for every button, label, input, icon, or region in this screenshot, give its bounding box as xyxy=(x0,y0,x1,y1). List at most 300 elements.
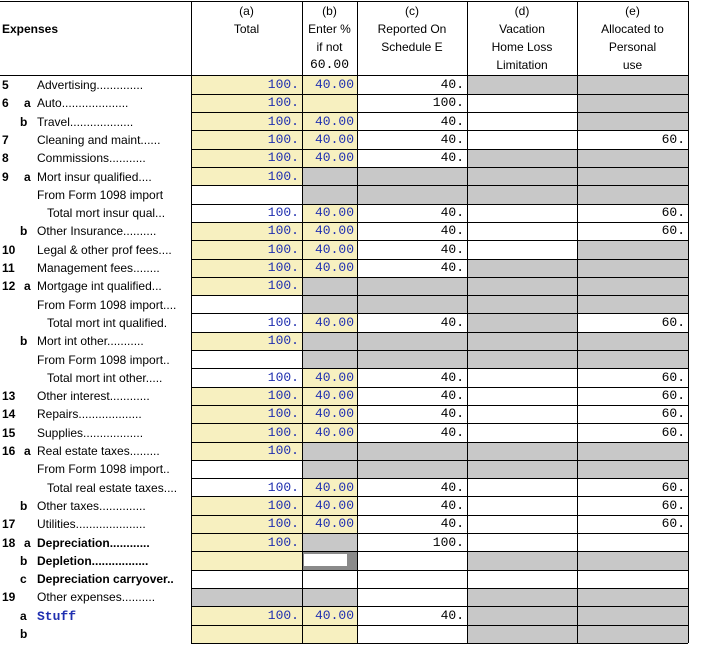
line-sub-letter: b xyxy=(20,114,28,129)
cell-e-personal[interactable]: 60. xyxy=(661,516,685,532)
cell-c-reported[interactable]: 40. xyxy=(440,77,464,92)
line-number: 16 xyxy=(2,444,16,458)
leader-dots: ........... xyxy=(107,334,144,349)
cell-c-reported[interactable]: 40. xyxy=(440,150,464,166)
cell-c-reported[interactable]: 40. xyxy=(440,113,464,129)
row-label xyxy=(37,222,188,240)
cell-c-reported xyxy=(357,460,467,478)
row-label xyxy=(37,241,188,259)
leader-dots: .... xyxy=(138,169,152,184)
cell-d-vacation-limit[interactable] xyxy=(467,387,577,405)
row-label-text: Other interest xyxy=(37,389,110,404)
row-label-text: Repairs xyxy=(37,407,79,422)
grid-hline xyxy=(191,533,688,534)
row-label-text: Auto xyxy=(37,96,62,111)
cell-b-percent[interactable]: 40.00 xyxy=(302,405,357,423)
grid-hline xyxy=(191,313,688,314)
row-label-text: Depletion xyxy=(37,553,92,568)
cell-a-total[interactable]: 100. xyxy=(267,369,299,385)
cell-c-reported xyxy=(357,186,467,204)
cell-d-vacation-limit[interactable] xyxy=(467,113,577,131)
grid-hline xyxy=(191,515,688,516)
row-label xyxy=(37,113,188,131)
cell-e-personal xyxy=(577,149,688,167)
column-b-line3: 60.00 xyxy=(309,57,349,72)
cell-d-vacation-limit[interactable] xyxy=(467,534,577,552)
cell-d-vacation-limit[interactable] xyxy=(467,424,577,442)
cell-a-total[interactable]: 100. xyxy=(191,259,302,277)
cell-d-vacation-limit xyxy=(467,332,577,350)
cell-e-personal xyxy=(577,259,688,277)
cell-a-total[interactable]: 100. xyxy=(191,332,302,350)
grid-hline xyxy=(191,625,688,626)
cell-c-reported[interactable]: 40. xyxy=(440,369,464,385)
cell-c-reported[interactable]: 40. xyxy=(440,205,464,221)
cell-b-percent[interactable]: 40.00 xyxy=(302,497,357,515)
row-label-text: From Form 1098 import xyxy=(37,297,164,312)
grid-hline xyxy=(191,240,688,241)
row-label-text: Other expenses xyxy=(37,590,122,605)
cell-e-personal xyxy=(577,277,688,295)
line-number xyxy=(2,460,32,478)
cell-c-reported[interactable] xyxy=(357,570,467,588)
grid-hline xyxy=(191,222,688,223)
row-label xyxy=(37,332,188,350)
grid-hline xyxy=(191,460,688,461)
cell-e-personal[interactable]: 60. xyxy=(661,223,685,239)
leader-dots: ..... xyxy=(145,370,163,385)
cell-c-reported[interactable] xyxy=(357,625,467,643)
leader-dots: ................... xyxy=(78,407,142,422)
grid-hline xyxy=(0,1,688,2)
grid-hline xyxy=(191,570,688,571)
cell-d-vacation-limit xyxy=(467,625,577,643)
leader-dots: .............. xyxy=(96,78,144,92)
leader-dots: .................. xyxy=(83,425,144,440)
line-number xyxy=(2,314,32,332)
grid-hline xyxy=(191,259,688,260)
grid-hline xyxy=(191,112,688,113)
row-label-text: Legal & other prof fees xyxy=(37,242,159,257)
line-number: 19 xyxy=(2,590,16,605)
cell-e-personal[interactable]: 60. xyxy=(661,406,685,422)
cell-c-reported[interactable]: 40. xyxy=(440,241,464,257)
grid-hline xyxy=(191,368,688,369)
grid-hline xyxy=(191,588,688,589)
cell-d-vacation-limit[interactable] xyxy=(467,204,577,222)
cell-c-reported[interactable]: 40. xyxy=(440,479,464,495)
cell-e-personal xyxy=(577,332,688,350)
cell-b-percent[interactable]: 40.00 xyxy=(302,149,357,167)
cell-c-reported[interactable]: 40. xyxy=(440,424,464,440)
row-label xyxy=(37,76,188,94)
cell-b-percent[interactable]: 40.00 xyxy=(302,607,357,625)
row-label xyxy=(37,277,188,295)
cell-a-total[interactable]: 100. xyxy=(191,222,302,240)
cell-b-percent xyxy=(302,332,357,350)
cell-b-percent[interactable] xyxy=(302,94,357,112)
column-d-line3: Limitation xyxy=(496,58,548,72)
row-label-text: Total mort int qualified xyxy=(47,315,164,330)
cell-b-percent xyxy=(302,351,357,369)
cell-a-total xyxy=(191,588,302,606)
row-label xyxy=(37,296,188,314)
grid-hline xyxy=(191,332,688,333)
line-number: 18 xyxy=(2,535,16,550)
line-number: 6 xyxy=(2,96,9,111)
row-label-text: From Form 1098 import xyxy=(37,352,164,367)
grid-hline xyxy=(191,185,688,186)
grid-vline xyxy=(191,1,192,643)
cell-b-percent[interactable]: 40.00 xyxy=(302,387,357,405)
line-sub-letter: a xyxy=(20,608,27,623)
cell-d-vacation-limit[interactable] xyxy=(467,222,577,240)
grid-hline xyxy=(0,75,688,76)
line-number: 12 xyxy=(2,279,16,294)
row-label-text: Total real estate taxes xyxy=(47,480,164,495)
column-d-line2: Home Loss xyxy=(491,40,553,54)
row-label-text: Total mort int other xyxy=(47,370,146,385)
cell-d-vacation-limit[interactable] xyxy=(467,497,577,515)
cell-e-personal[interactable]: 60. xyxy=(661,205,685,221)
line-number: 9 xyxy=(2,169,9,184)
cell-b-percent[interactable]: 40.00 xyxy=(302,131,357,149)
cell-c-reported xyxy=(357,296,467,314)
cell-e-personal xyxy=(577,552,688,570)
line-sub-letter: b xyxy=(20,498,28,513)
row-label-text: Mort int other xyxy=(37,334,108,349)
cell-e-personal xyxy=(577,460,688,478)
cell-a-total[interactable]: 100. xyxy=(191,607,302,625)
cell-a-total[interactable]: 100. xyxy=(191,405,302,423)
column-b-header xyxy=(302,2,357,74)
cell-b-percent xyxy=(302,442,357,460)
leader-dots: ..................... xyxy=(75,517,146,532)
cell-a-total[interactable]: 100. xyxy=(191,534,302,552)
cell-e-personal xyxy=(577,588,688,606)
cell-e-personal[interactable] xyxy=(577,570,688,588)
grid-vline xyxy=(577,1,578,643)
cell-b-percent[interactable]: 40.00 xyxy=(302,241,357,259)
cell-b-percent[interactable]: 40.00 xyxy=(302,314,357,332)
row-label-text: Utilities xyxy=(37,517,76,532)
cell-b-percent[interactable]: 40.00 xyxy=(302,424,357,442)
row-label xyxy=(37,588,188,606)
row-label xyxy=(47,479,188,497)
cell-a-total[interactable] xyxy=(191,460,302,478)
row-label xyxy=(37,387,188,405)
cell-b-percent[interactable]: 40.00 xyxy=(302,204,357,222)
row-label xyxy=(37,570,188,588)
cell-c-reported[interactable]: 100. xyxy=(432,534,464,550)
line-sub-letter: a xyxy=(24,279,31,294)
column-e-letter: (e) xyxy=(625,4,640,18)
cell-e-personal[interactable]: 60. xyxy=(661,369,685,385)
row-label xyxy=(37,552,188,570)
cell-e-personal xyxy=(577,351,688,369)
cell-a-total[interactable]: 100. xyxy=(191,168,302,186)
line-sub-letter: a xyxy=(24,444,31,458)
leader-dots: ................... xyxy=(69,114,134,129)
column-a-title: Total xyxy=(233,22,260,36)
line-number xyxy=(2,204,32,222)
row-label xyxy=(37,625,188,643)
leader-dots: ... xyxy=(151,279,162,294)
cell-d-vacation-limit xyxy=(467,351,577,369)
row-label xyxy=(37,442,188,460)
cell-b-percent[interactable]: 40.00 xyxy=(302,259,357,277)
cell-c-reported xyxy=(357,351,467,369)
line-number: 17 xyxy=(2,517,16,532)
cell-b-percent[interactable]: 40.00 xyxy=(302,515,357,533)
cell-b-percent[interactable]: 40.00 xyxy=(302,222,357,240)
cell-d-vacation-limit[interactable] xyxy=(467,405,577,423)
row-label xyxy=(37,351,188,369)
cell-c-reported[interactable]: 40. xyxy=(440,406,464,422)
grid-hline xyxy=(191,551,688,552)
cell-d-vacation-limit xyxy=(467,314,577,332)
cell-a-total[interactable]: 100. xyxy=(267,479,299,495)
cell-d-vacation-limit xyxy=(467,607,577,625)
cell-a-total[interactable] xyxy=(191,296,302,314)
row-label-text: Management fees xyxy=(37,261,134,275)
cell-d-vacation-limit xyxy=(467,76,577,94)
cell-c-reported[interactable]: 40. xyxy=(440,314,464,330)
row-label xyxy=(37,405,188,423)
cell-c-reported xyxy=(357,332,467,350)
grid-hline xyxy=(191,423,688,424)
grid-vline xyxy=(302,1,303,643)
cell-b-percent[interactable]: 40.00 xyxy=(302,369,357,387)
row-label-text: Cleaning and maint xyxy=(37,132,141,147)
cell-d-vacation-limit xyxy=(467,588,577,606)
cell-d-vacation-limit[interactable] xyxy=(467,131,577,149)
leader-dots: .. xyxy=(163,462,170,477)
line-number: 7 xyxy=(2,132,9,147)
leader-dots: .......... xyxy=(121,590,156,605)
cell-e-personal xyxy=(577,76,688,94)
cell-d-vacation-limit xyxy=(467,442,577,460)
cell-a-total[interactable]: 100. xyxy=(191,131,302,149)
cell-a-total[interactable] xyxy=(191,552,302,570)
cell-d-vacation-limit[interactable] xyxy=(467,570,577,588)
grid-hline xyxy=(191,130,688,131)
cell-a-total[interactable]: 100. xyxy=(191,76,302,94)
row-label-text: Advertising xyxy=(37,78,97,92)
cell-d-vacation-limit xyxy=(467,296,577,314)
cell-c-reported[interactable] xyxy=(357,588,467,606)
leader-dots: ................. xyxy=(91,553,149,568)
row-label xyxy=(37,149,188,167)
cell-c-reported[interactable]: 40. xyxy=(440,607,464,623)
leader-dots: ......... xyxy=(129,444,160,458)
cell-d-vacation-limit xyxy=(467,168,577,186)
cell-a-total[interactable]: 100. xyxy=(191,387,302,405)
cell-d-vacation-limit[interactable] xyxy=(467,515,577,533)
cell-a-total[interactable]: 100. xyxy=(267,314,299,330)
line-number xyxy=(2,351,32,369)
column-c-line2: Schedule E xyxy=(381,40,443,54)
grid-vline xyxy=(467,1,468,643)
row-label-text: Travel xyxy=(37,114,70,129)
leader-dots: ...... xyxy=(140,132,161,147)
line-sub-letter: b xyxy=(20,627,28,641)
grid-hline xyxy=(191,405,688,406)
cell-c-reported[interactable]: 100. xyxy=(432,95,464,111)
cell-e-personal xyxy=(577,625,688,643)
line-sub-letter: b xyxy=(20,224,28,239)
cell-c-reported[interactable]: 40. xyxy=(440,388,464,404)
cell-b-percent[interactable] xyxy=(302,625,357,643)
cell-a-total[interactable] xyxy=(191,186,302,204)
line-sub-letter: b xyxy=(20,334,28,349)
cell-b-percent[interactable] xyxy=(302,570,357,588)
leader-dots: .... xyxy=(163,480,178,495)
line-number: 8 xyxy=(2,151,9,166)
row-label xyxy=(37,534,188,552)
cell-c-reported[interactable]: 40. xyxy=(440,497,464,513)
cell-a-total[interactable]: 100. xyxy=(191,515,302,533)
cell-a-total[interactable]: 100. xyxy=(191,113,302,131)
row-label xyxy=(37,94,188,112)
cell-e-personal[interactable]: 60. xyxy=(661,424,685,440)
cell-d-vacation-limit xyxy=(467,186,577,204)
grid-hline xyxy=(191,167,688,168)
cell-e-personal xyxy=(577,113,688,131)
column-e-line2: Personal xyxy=(608,40,657,54)
row-label-text: Other Insurance xyxy=(37,224,124,239)
cell-a-total[interactable]: 100. xyxy=(191,497,302,515)
cell-a-total[interactable]: 100. xyxy=(267,205,299,221)
cell-a-total[interactable]: 100. xyxy=(191,277,302,295)
row-label-text: Commissions xyxy=(37,151,110,166)
cell-d-vacation-limit[interactable] xyxy=(467,369,577,387)
line-number: 10 xyxy=(2,242,16,257)
cell-d-vacation-limit xyxy=(467,259,577,277)
line-number: 13 xyxy=(2,389,16,404)
column-b-line1: Enter % xyxy=(308,22,351,36)
line-number: 5 xyxy=(2,78,9,92)
cell-e-personal[interactable]: 60. xyxy=(661,131,685,147)
row-label xyxy=(37,607,188,625)
cell-c-reported xyxy=(357,442,467,460)
cell-e-personal[interactable]: 60. xyxy=(661,497,685,513)
line-number xyxy=(2,369,32,387)
grid-vline xyxy=(688,1,689,643)
cell-d-vacation-limit xyxy=(467,277,577,295)
column-a-letter: (a) xyxy=(239,4,254,18)
cell-b-percent xyxy=(302,534,357,552)
line-number: 14 xyxy=(2,407,16,422)
cell-b-percent[interactable]: 40.00 xyxy=(302,76,357,94)
cell-e-personal xyxy=(577,296,688,314)
cell-d-vacation-limit[interactable] xyxy=(467,241,577,259)
row-label-text: Other taxes xyxy=(37,498,100,513)
line-number xyxy=(2,186,32,204)
cell-c-reported[interactable]: 40. xyxy=(440,516,464,532)
cell-e-personal[interactable]: 60. xyxy=(661,314,685,330)
cell-a-total[interactable]: 100. xyxy=(191,94,302,112)
cell-d-vacation-limit[interactable] xyxy=(467,479,577,497)
cell-d-vacation-limit xyxy=(467,460,577,478)
column-c-header xyxy=(357,2,467,56)
cell-a-total[interactable] xyxy=(191,351,302,369)
cell-c-reported[interactable] xyxy=(357,552,467,570)
column-e-header xyxy=(577,2,688,74)
row-label-text: From Form 1098 import xyxy=(37,187,164,202)
cell-a-total[interactable] xyxy=(191,570,302,588)
leader-dots: ........... xyxy=(109,151,146,166)
row-label-text: Total mort insur qual xyxy=(47,206,156,221)
cell-d-vacation-limit[interactable] xyxy=(467,94,577,112)
line-number xyxy=(2,479,32,497)
column-c-letter: (c) xyxy=(405,4,419,18)
cell-e-personal[interactable]: 60. xyxy=(661,388,685,404)
cell-e-personal[interactable] xyxy=(577,534,688,552)
cell-a-total[interactable] xyxy=(191,625,302,643)
line-number: 15 xyxy=(2,425,16,440)
cell-c-reported[interactable]: 40. xyxy=(440,223,464,239)
cell-c-reported[interactable]: 40. xyxy=(440,260,464,275)
line-sub-letter: a xyxy=(24,169,31,184)
cell-b-percent[interactable]: 40.00 xyxy=(302,479,357,497)
cell-b-percent[interactable]: 40.00 xyxy=(302,113,357,131)
cell-b-percent xyxy=(302,168,357,186)
line-sub-letter: a xyxy=(24,535,31,550)
cell-e-personal xyxy=(577,186,688,204)
row-label-text: Real estate taxes xyxy=(37,444,130,458)
cell-e-personal[interactable]: 60. xyxy=(661,479,685,495)
leader-dots: . xyxy=(163,315,168,330)
grid-vline xyxy=(357,1,358,643)
column-d-letter: (d) xyxy=(514,4,530,18)
grid-hline xyxy=(191,606,688,607)
grid-hline xyxy=(191,94,688,95)
cell-e-personal xyxy=(577,442,688,460)
column-b-line2: if not xyxy=(316,40,343,54)
cell-b-percent xyxy=(302,186,357,204)
leader-dots: ............ xyxy=(109,535,150,550)
row-label xyxy=(47,369,188,387)
cell-a-total[interactable]: 100. xyxy=(191,442,302,460)
cell-b-percent xyxy=(302,460,357,478)
row-label-text: Mortgage int qualified xyxy=(37,279,152,294)
line-sub-letter: c xyxy=(20,572,27,587)
cell-c-reported xyxy=(357,168,467,186)
column-a-header xyxy=(191,2,302,38)
cell-c-reported[interactable]: 40. xyxy=(440,131,464,147)
line-sub-letter: b xyxy=(20,553,28,568)
column-c-line1: Reported On xyxy=(377,22,447,36)
cell-e-personal xyxy=(577,241,688,259)
row-label-text: Depreciation xyxy=(37,535,110,550)
column-e-line3: use xyxy=(622,58,643,72)
cell-d-vacation-limit xyxy=(467,149,577,167)
cell-a-total[interactable]: 100. xyxy=(191,149,302,167)
cell-b-percent xyxy=(302,277,357,295)
cell-a-total[interactable]: 100. xyxy=(191,241,302,259)
leader-dots: .. xyxy=(167,572,174,587)
row-label xyxy=(47,314,188,332)
row-label-text: From Form 1098 import xyxy=(37,462,164,477)
leader-dots: .............. xyxy=(99,498,146,513)
cell-a-total[interactable]: 100. xyxy=(191,424,302,442)
depletion-percent-input[interactable] xyxy=(302,552,357,570)
column-b-letter: (b) xyxy=(322,4,337,18)
column-e-line1: Allocated to xyxy=(601,22,664,36)
grid-hline xyxy=(191,204,688,205)
row-label xyxy=(37,460,188,478)
